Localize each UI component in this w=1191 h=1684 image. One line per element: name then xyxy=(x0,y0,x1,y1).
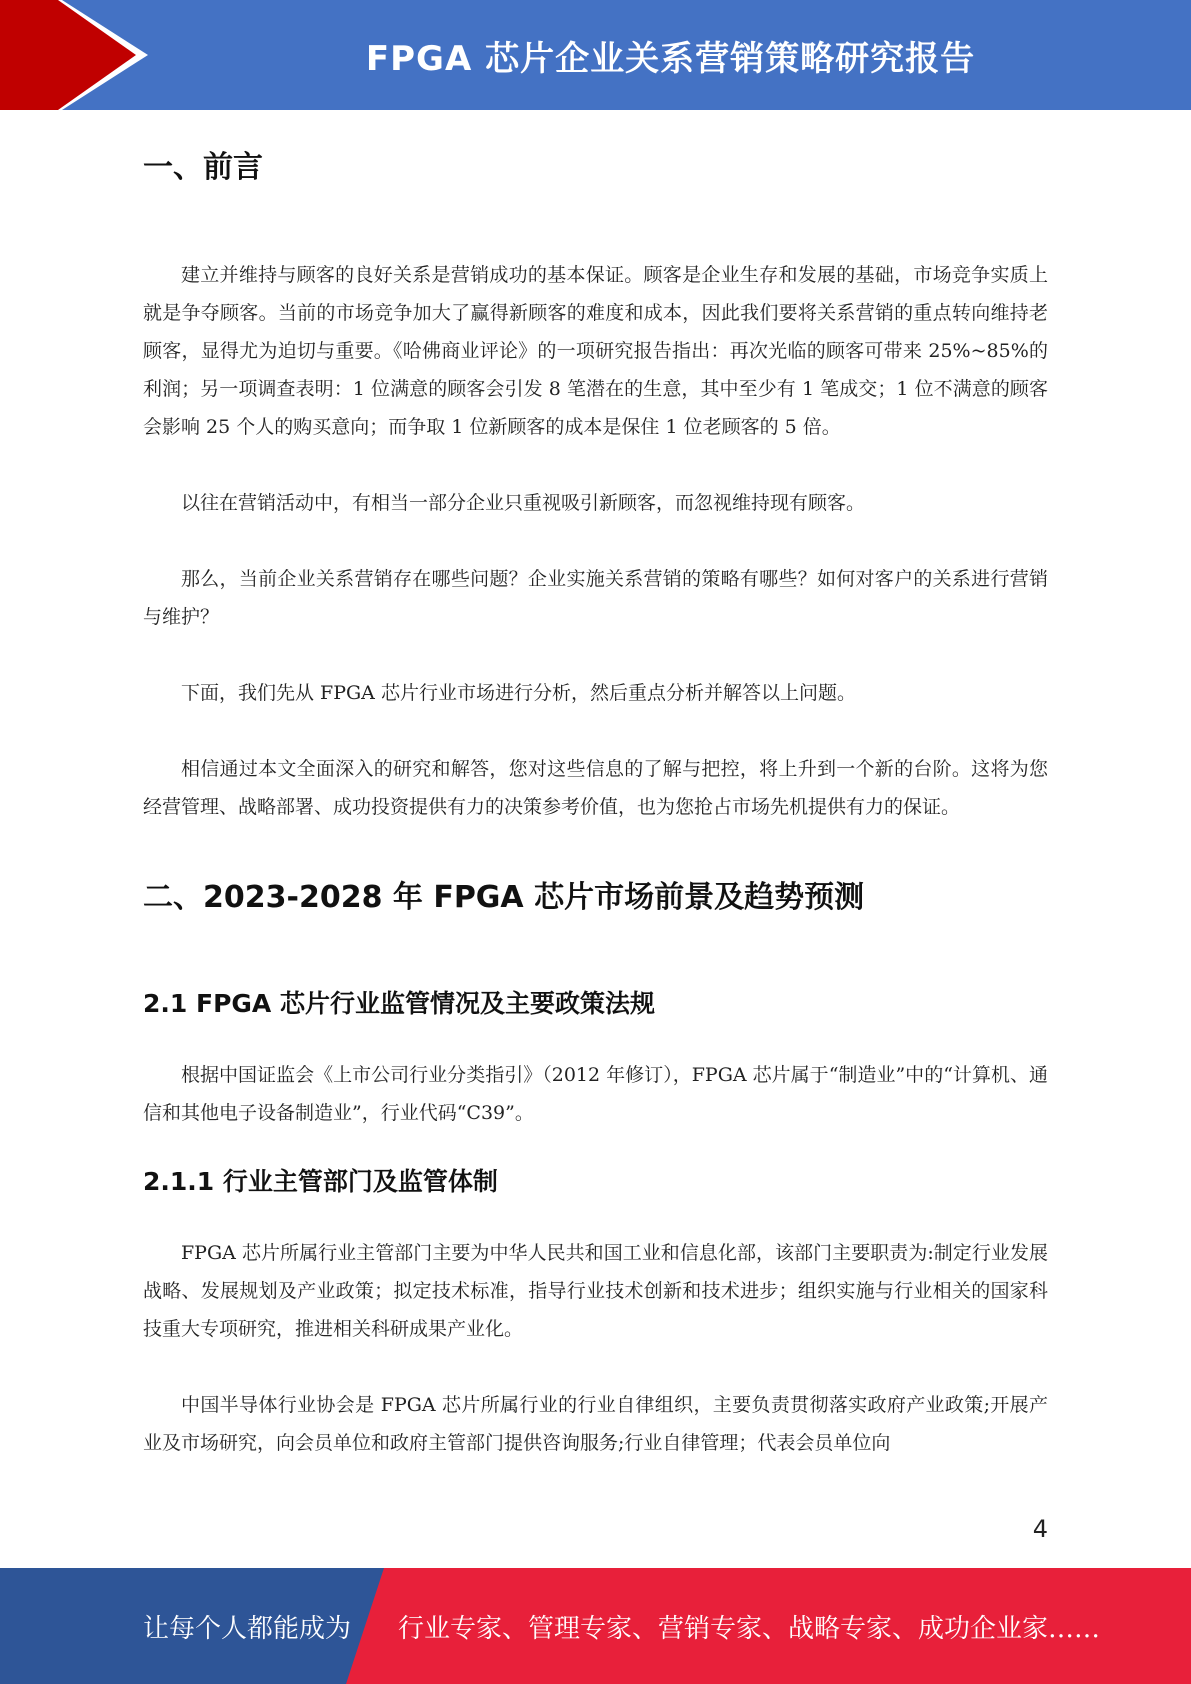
paragraph: 根据中国证监会《上市公司行业分类指引》（2012 年修订），FPGA 芯片属于“制造业”中的“计算机、通信和其他电子设备制造业”，行业代码“C39”。 xyxy=(143,1064,1048,1124)
footer-slogan-left: 让每个人都能成为 xyxy=(143,1613,352,1644)
section-heading-preface: 一、前言 xyxy=(143,150,263,185)
paragraph: 下面，我们先从 FPGA 芯片行业市场进行分析，然后重点分析并解答以上问题。 xyxy=(181,682,856,704)
paragraph: 建立并维持与顾客的良好关系是营销成功的基本保证。顾客是企业生存和发展的基础，市场竞争实质上就是争夺顾客。当前的市场竞争加大了赢得新顾客的难度和成本，因此我们要将关系营销的重点转向维持老顾客，显得尤为迫切与重要。《哈佛商业评论》的一项研究报告指出：再次光临的顾客可带来 25%~85%的利润；另一项调查表明：1 位满意的顾客会引发 8 笔潜在的生意，其中至少有 1 笔成交；1 位不满意的顾客会影响 25 个人的购买意向；而争取 1 位新顾客的成本是保住 1 位老顾客的 5 倍。 xyxy=(143,264,1048,438)
paragraph: 那么，当前企业关系营销存在哪些问题？企业实施关系营销的策略有哪些？如何对客户的关系进行营销与维护？ xyxy=(143,568,1048,628)
header-chevron-icon xyxy=(0,0,160,110)
page-content xyxy=(143,130,1048,1462)
footer-slogan-right: 行业专家、管理专家、营销专家、战略专家、成功企业家…… xyxy=(398,1613,1101,1644)
paragraph: 以往在营销活动中，有相当一部分企业只重视吸引新顾客，而忽视维持现有顾客。 xyxy=(181,492,866,514)
page-number: 4 xyxy=(1032,1515,1048,1543)
paragraph: FPGA 芯片所属行业主管部门主要为中华人民共和国工业和信息化部，该部门主要职责为:制定行业发展战略、发展规划及产业政策；拟定技术标准，指导行业技术创新和技术进步；组织实施与行业相关的国家科技重大专项研究，推进相关科研成果产业化。 xyxy=(143,1242,1048,1340)
paragraph: 中国半导体行业协会是 FPGA 芯片所属行业的行业自律组织，主要负责贯彻落实政府产业政策;开展产业及市场研究，向会员单位和政府主管部门提供咨询服务;行业自律管理；代表会员单位向 xyxy=(143,1394,1048,1454)
subsection-heading-authorities: 2.1.1 行业主管部门及监管体制 xyxy=(143,1167,498,1196)
page-header xyxy=(0,0,1191,110)
page-footer xyxy=(0,1568,1191,1684)
section-heading-market-outlook: 二、2023-2028 年 FPGA 芯片市场前景及趋势预测 xyxy=(143,880,865,915)
subsection-heading-regulation: 2.1 FPGA 芯片行业监管情况及主要政策法规 xyxy=(143,989,655,1018)
report-title: FPGA 芯片企业关系营销策略研究报告 xyxy=(365,38,976,79)
paragraph: 相信通过本文全面深入的研究和解答，您对这些信息的了解与把控，将上升到一个新的台阶。这将为您经营管理、战略部署、成功投资提供有力的决策参考价值，也为您抢占市场先机提供有力的保证。 xyxy=(143,758,1048,818)
